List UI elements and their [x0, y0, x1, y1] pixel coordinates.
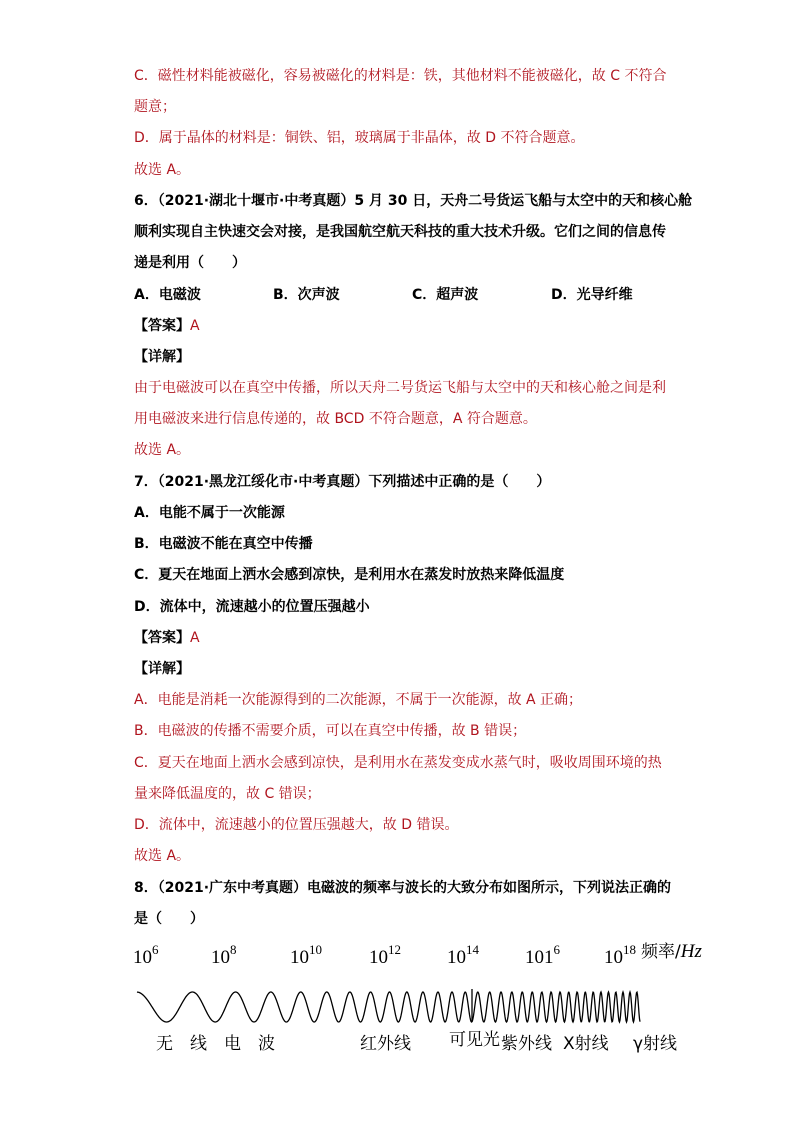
- band-infrared: 红外线: [360, 1034, 411, 1054]
- band-gamma: γ射线: [633, 1034, 678, 1054]
- freq-label-1e14: $10^{14}$: [447, 942, 479, 968]
- freq-label-1e16: $101^6$: [525, 942, 560, 968]
- prev-detail-line-c1: C．磁性材料能被磁化，容易被磁化的材料是：铁，其他材料不能被磁化，故 C 不符合: [134, 68, 667, 84]
- q6-option-c: C．超声波: [412, 287, 479, 303]
- q7-detail-line1: A．电能是消耗一次能源得到的二次能源，不属于一次能源，故 A 正确；: [134, 692, 583, 708]
- q6-stem-line1: 6．（2021·湖北十堰市·中考真题）5 月 30 日，天舟二号货运飞船与太空中的天和核心舱: [134, 193, 693, 209]
- band-visible: 可见光: [449, 1030, 500, 1050]
- q6-detail-line2: 用电磁波来进行信息传递的，故 BCD 不符合题意，A 符合题意。: [134, 411, 537, 427]
- freq-label-1e10: $10^{10}$: [290, 942, 322, 968]
- q6-option-d: D．光导纤维: [551, 287, 633, 303]
- q6-stem-line3: 递是利用（ ）: [134, 255, 246, 271]
- q6-detail-line1: 由于电磁波可以在真空中传播，所以天舟二号货运飞船与太空中的天和核心舱之间是利: [134, 380, 666, 396]
- q6-stem-line2: 顺利实现自主快速交会对接，是我国航空航天科技的重大技术升级。它们之间的信息传: [134, 224, 666, 240]
- freq-label-1e6: $10^6$: [133, 942, 159, 968]
- q7-stem: 7．（2021·黑龙江绥化市·中考真题）下列描述中正确的是（ ）: [134, 474, 551, 490]
- q7-answer-value: A: [190, 630, 200, 646]
- q7-option-d: D．流体中，流速越小的位置压强越小: [134, 599, 370, 615]
- q7-detail-line3: C．夏天在地面上洒水会感到凉快，是利用水在蒸发变成水蒸气时，吸收周围环境的热: [134, 755, 662, 771]
- q6-detail-line3: 故选 A。: [134, 442, 191, 458]
- q7-option-a: A．电能不属于一次能源: [134, 505, 285, 521]
- q8-stem-line1: 8．（2021·广东中考真题）电磁波的频率与波长的大致分布如图所示，下列说法正确的: [134, 880, 672, 896]
- q7-detail-line2: B．电磁波的传播不需要介质，可以在真空中传播，故 B 错误；: [134, 723, 527, 739]
- band-radio: 无 线 电 波: [156, 1034, 275, 1054]
- spectrum-wave: [137, 992, 640, 1022]
- q6-answer-tag: 【答案】: [134, 318, 190, 334]
- q7-answer-tag: 【答案】: [134, 630, 190, 646]
- q7-option-c: C．夏天在地面上洒水会感到凉快，是利用水在蒸发时放热来降低温度: [134, 567, 565, 583]
- band-ultraviolet: 紫外线: [501, 1034, 552, 1054]
- q6-detail-tag: 【详解】: [134, 349, 190, 365]
- q6-option-b: B．次声波: [273, 287, 340, 303]
- q6-answer-value: A: [190, 318, 200, 334]
- q7-detail-line4: 量来降低温度的，故 C 错误；: [134, 786, 321, 802]
- q7-detail-tag: 【详解】: [134, 661, 190, 677]
- q6-option-a: A．电磁波: [134, 287, 201, 303]
- freq-label-1e12: $10^{12}$: [369, 942, 401, 968]
- freq-label-1e18: $10^{18}$: [604, 942, 636, 968]
- prev-conclusion: 故选 A。: [134, 162, 191, 178]
- q7-detail-line5: D．流体中，流速越小的位置压强越大，故 D 错误。: [134, 817, 459, 833]
- freq-label-1e8: $10^8$: [211, 942, 237, 968]
- band-xray: X射线: [563, 1034, 609, 1054]
- q7-option-b: B．电磁波不能在真空中传播: [134, 536, 313, 552]
- freq-axis-unit: 频率/Hz: [641, 941, 702, 962]
- q8-stem-line2: 是（ ）: [134, 911, 204, 927]
- prev-detail-line-d: D．属于晶体的材料是：铜铁、铝，玻璃属于非晶体，故 D 不符合题意。: [134, 130, 585, 146]
- prev-detail-line-c2: 题意；: [134, 99, 176, 115]
- q7-detail-line6: 故选 A。: [134, 848, 191, 864]
